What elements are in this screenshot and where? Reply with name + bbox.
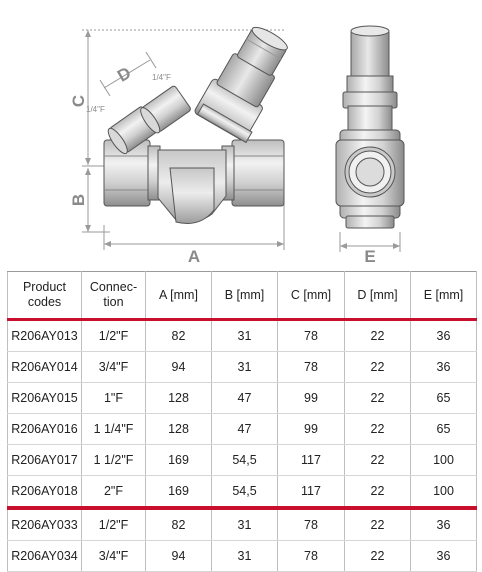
cell-a: 94 (146, 352, 212, 383)
cell-c: 78 (278, 320, 345, 352)
col-header-c: C [mm] (278, 272, 345, 320)
cell-d: 22 (345, 508, 411, 541)
col-header-connection: Connec- tion (82, 272, 146, 320)
col-header-a: A [mm] (146, 272, 212, 320)
cell-b: 47 (212, 414, 278, 445)
cell-c: 99 (278, 414, 345, 445)
table-row (8, 541, 477, 572)
table-row (8, 508, 477, 541)
col-header-product-codes: Product codes (8, 272, 82, 320)
cell-c: 78 (278, 508, 345, 541)
cell-e: 100 (411, 476, 477, 509)
table-row (8, 320, 477, 352)
col-header-d: D [mm] (345, 272, 411, 320)
col-header-b: B [mm] (212, 272, 278, 320)
cell-d: 22 (345, 414, 411, 445)
cell-d: 22 (345, 320, 411, 352)
cell-a: 82 (146, 320, 212, 352)
thread-label-left: 1/4"F (86, 105, 105, 114)
cell-code: R206AY015 (8, 383, 82, 414)
cell-e: 100 (411, 445, 477, 476)
cell-a: 169 (146, 476, 212, 509)
cell-c: 117 (278, 445, 345, 476)
cell-code: R206AY034 (8, 541, 82, 572)
cell-a: 82 (146, 508, 212, 541)
cell-c: 78 (278, 541, 345, 572)
dim-label-d: D (114, 63, 135, 86)
cell-b: 47 (212, 383, 278, 414)
dim-label-c: C (69, 94, 88, 108)
table-row (8, 383, 477, 414)
dimensions-table (7, 271, 477, 572)
cell-e: 36 (411, 508, 477, 541)
valve-front-view (336, 26, 404, 228)
cell-b: 54,5 (212, 476, 278, 509)
thread-label-top: 1/4"F (152, 73, 171, 82)
cell-d: 22 (345, 352, 411, 383)
dim-label-e: E (364, 247, 376, 266)
cell-a: 128 (146, 383, 212, 414)
valve-side-view (104, 19, 298, 224)
cell-e: 36 (411, 352, 477, 383)
cell-c: 117 (278, 476, 345, 509)
cell-d: 22 (345, 383, 411, 414)
cell-connection: 1/2"F (82, 320, 146, 352)
cell-a: 169 (146, 445, 212, 476)
cell-c: 99 (278, 383, 345, 414)
cell-d: 22 (345, 541, 411, 572)
table-header-row (8, 272, 477, 320)
cell-code: R206AY016 (8, 414, 82, 445)
cell-b: 31 (212, 508, 278, 541)
cell-code: R206AY018 (8, 476, 82, 509)
cell-code: R206AY017 (8, 445, 82, 476)
table-row (8, 414, 477, 445)
table-row (8, 476, 477, 509)
cell-connection: 3/4"F (82, 352, 146, 383)
table-row (8, 352, 477, 383)
cell-d: 22 (345, 476, 411, 509)
cell-c: 78 (278, 352, 345, 383)
cell-e: 36 (411, 541, 477, 572)
cell-b: 54,5 (212, 445, 278, 476)
cell-code: R206AY013 (8, 320, 82, 352)
cell-code: R206AY033 (8, 508, 82, 541)
table-row (8, 445, 477, 476)
cell-b: 31 (212, 541, 278, 572)
cell-connection: 3/4"F (82, 541, 146, 572)
dim-label-b: B (69, 193, 88, 207)
cell-connection: 1/2"F (82, 508, 146, 541)
dim-label-a: A (187, 247, 201, 266)
cell-connection: 1"F (82, 383, 146, 414)
col-header-e: E [mm] (411, 272, 477, 320)
cell-connection: 1 1/2"F (82, 445, 146, 476)
cell-connection: 2"F (82, 476, 146, 509)
cell-e: 36 (411, 320, 477, 352)
cell-a: 128 (146, 414, 212, 445)
technical-drawing (0, 0, 482, 270)
cell-b: 31 (212, 320, 278, 352)
cell-b: 31 (212, 352, 278, 383)
cell-e: 65 (411, 383, 477, 414)
cell-code: R206AY014 (8, 352, 82, 383)
cell-e: 65 (411, 414, 477, 445)
cell-connection: 1 1/4"F (82, 414, 146, 445)
cell-d: 22 (345, 445, 411, 476)
cell-a: 94 (146, 541, 212, 572)
